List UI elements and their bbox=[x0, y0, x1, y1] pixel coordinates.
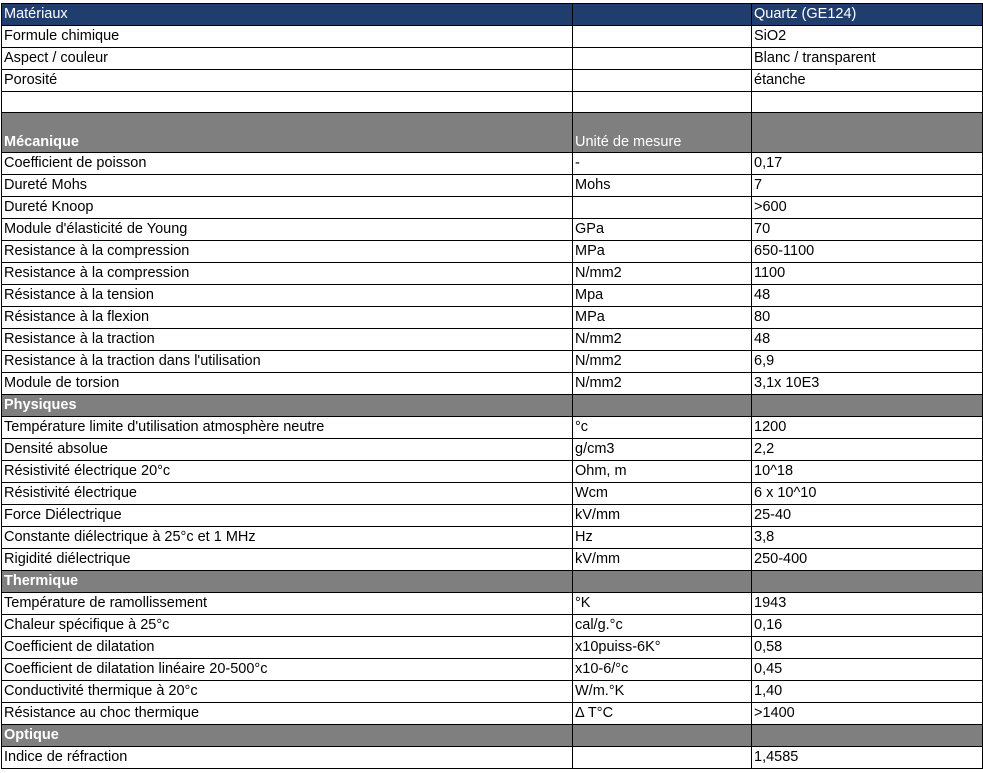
unit-cell[interactable]: Ohm, m bbox=[573, 461, 752, 483]
header-row bbox=[2, 4, 983, 26]
value-cell[interactable]: 250-400 bbox=[752, 549, 983, 571]
value-cell[interactable]: 0,17 bbox=[752, 153, 983, 175]
property-cell[interactable]: Force Diélectrique bbox=[2, 505, 573, 527]
table-row bbox=[2, 461, 983, 483]
table-row bbox=[2, 241, 983, 263]
value-cell[interactable]: 0,16 bbox=[752, 615, 983, 637]
table-row bbox=[2, 439, 983, 461]
value-cell[interactable]: 80 bbox=[752, 307, 983, 329]
section-unit-header-cell[interactable]: Unité de mesure bbox=[573, 113, 752, 153]
table-row bbox=[2, 48, 983, 70]
table-row bbox=[2, 637, 983, 659]
section-empty-cell[interactable] bbox=[752, 571, 983, 593]
property-cell[interactable]: Resistance à la traction bbox=[2, 329, 573, 351]
table-row bbox=[2, 615, 983, 637]
value-cell[interactable]: 7 bbox=[752, 175, 983, 197]
unit-cell[interactable] bbox=[573, 48, 752, 70]
table-row bbox=[2, 351, 983, 373]
section-empty-cell[interactable] bbox=[752, 113, 983, 153]
table-row bbox=[2, 153, 983, 175]
property-cell[interactable]: Température limite d'utilisation atmosphère neutre bbox=[2, 417, 573, 439]
value-cell[interactable]: 3,1x 10E3 bbox=[752, 373, 983, 395]
section-title-cell[interactable]: Thermique bbox=[2, 571, 573, 593]
section-header-row bbox=[2, 571, 983, 593]
section-unit-header-cell[interactable] bbox=[573, 395, 752, 417]
table-row bbox=[2, 26, 983, 48]
unit-cell[interactable] bbox=[573, 747, 752, 769]
unit-cell[interactable] bbox=[573, 197, 752, 219]
section-unit-header-cell[interactable] bbox=[573, 571, 752, 593]
header-material-name-cell[interactable]: Quartz (GE124) bbox=[752, 4, 983, 26]
unit-cell[interactable]: g/cm3 bbox=[573, 439, 752, 461]
table-row bbox=[2, 505, 983, 527]
properties-table-body bbox=[2, 4, 983, 769]
property-cell[interactable]: Module de torsion bbox=[2, 373, 573, 395]
section-header-row bbox=[2, 113, 983, 153]
unit-cell[interactable]: N/mm2 bbox=[573, 263, 752, 285]
property-cell[interactable]: Coefficient de dilatation linéaire 20-500°c bbox=[2, 659, 573, 681]
section-unit-header-cell[interactable] bbox=[573, 725, 752, 747]
value-cell[interactable]: 0,58 bbox=[752, 637, 983, 659]
unit-cell[interactable]: N/mm2 bbox=[573, 351, 752, 373]
unit-cell[interactable]: x10-6/°c bbox=[573, 659, 752, 681]
unit-cell[interactable] bbox=[573, 70, 752, 92]
table-row bbox=[2, 681, 983, 703]
value-cell[interactable]: >1400 bbox=[752, 703, 983, 725]
unit-cell[interactable] bbox=[573, 26, 752, 48]
unit-cell[interactable]: °c bbox=[573, 417, 752, 439]
unit-cell[interactable]: Wcm bbox=[573, 483, 752, 505]
value-cell[interactable]: 0,45 bbox=[752, 659, 983, 681]
property-cell[interactable]: Indice de réfraction bbox=[2, 747, 573, 769]
property-cell[interactable]: Résistance à la tension bbox=[2, 285, 573, 307]
property-cell[interactable]: Coefficient de poisson bbox=[2, 153, 573, 175]
value-cell[interactable]: 1100 bbox=[752, 263, 983, 285]
table-row bbox=[2, 175, 983, 197]
property-cell[interactable] bbox=[2, 92, 573, 113]
table-row bbox=[2, 373, 983, 395]
property-cell[interactable]: Résistivité électrique bbox=[2, 483, 573, 505]
unit-cell[interactable]: x10puiss-6K° bbox=[573, 637, 752, 659]
property-cell[interactable]: Rigidité diélectrique bbox=[2, 549, 573, 571]
property-cell[interactable]: Résistance au choc thermique bbox=[2, 703, 573, 725]
property-cell[interactable]: Dureté Mohs bbox=[2, 175, 573, 197]
property-cell[interactable]: Chaleur spécifique à 25°c bbox=[2, 615, 573, 637]
value-cell[interactable] bbox=[752, 92, 983, 113]
value-cell[interactable]: 3,8 bbox=[752, 527, 983, 549]
header-materials-cell[interactable]: Matériaux bbox=[2, 4, 573, 26]
value-cell[interactable]: 1200 bbox=[752, 417, 983, 439]
table-row bbox=[2, 549, 983, 571]
property-cell[interactable]: Constante diélectrique à 25°c et 1 MHz bbox=[2, 527, 573, 549]
property-cell[interactable]: Resistance à la compression bbox=[2, 241, 573, 263]
value-cell[interactable]: 1,40 bbox=[752, 681, 983, 703]
unit-cell[interactable]: kV/mm bbox=[573, 549, 752, 571]
unit-cell[interactable]: GPa bbox=[573, 219, 752, 241]
unit-cell[interactable]: - bbox=[573, 153, 752, 175]
unit-cell[interactable]: MPa bbox=[573, 307, 752, 329]
table-row bbox=[2, 219, 983, 241]
table-row bbox=[2, 307, 983, 329]
unit-cell[interactable]: Δ T°C bbox=[573, 703, 752, 725]
value-cell[interactable]: 650-1100 bbox=[752, 241, 983, 263]
table-row bbox=[2, 747, 983, 769]
property-cell[interactable]: Porosité bbox=[2, 70, 573, 92]
value-cell[interactable]: Blanc / transparent bbox=[752, 48, 983, 70]
section-empty-cell[interactable] bbox=[752, 725, 983, 747]
section-empty-cell[interactable] bbox=[752, 395, 983, 417]
table-row bbox=[2, 659, 983, 681]
value-cell[interactable]: 6,9 bbox=[752, 351, 983, 373]
unit-cell[interactable]: °K bbox=[573, 593, 752, 615]
value-cell[interactable]: 6 x 10^10 bbox=[752, 483, 983, 505]
property-cell[interactable]: Résistivité électrique 20°c bbox=[2, 461, 573, 483]
value-cell[interactable]: 1,4585 bbox=[752, 747, 983, 769]
value-cell[interactable]: 70 bbox=[752, 219, 983, 241]
section-title-cell[interactable]: Mécanique bbox=[2, 113, 573, 153]
table-row bbox=[2, 483, 983, 505]
unit-cell[interactable]: N/mm2 bbox=[573, 329, 752, 351]
table-row bbox=[2, 527, 983, 549]
property-cell[interactable]: Aspect / couleur bbox=[2, 48, 573, 70]
unit-cell[interactable]: MPa bbox=[573, 241, 752, 263]
header-unit-cell[interactable] bbox=[573, 4, 752, 26]
section-header-row bbox=[2, 725, 983, 747]
unit-cell[interactable]: cal/g.°c bbox=[573, 615, 752, 637]
table-row bbox=[2, 593, 983, 615]
value-cell[interactable]: SiO2 bbox=[752, 26, 983, 48]
unit-cell[interactable]: Hz bbox=[573, 527, 752, 549]
property-cell[interactable]: Densité absolue bbox=[2, 439, 573, 461]
property-cell[interactable]: Résistance à la flexion bbox=[2, 307, 573, 329]
unit-cell[interactable]: Mohs bbox=[573, 175, 752, 197]
table-row bbox=[2, 70, 983, 92]
property-cell[interactable]: Température de ramollissement bbox=[2, 593, 573, 615]
section-header-row bbox=[2, 395, 983, 417]
unit-cell[interactable]: N/mm2 bbox=[573, 373, 752, 395]
value-cell[interactable]: étanche bbox=[752, 70, 983, 92]
value-cell[interactable]: 1943 bbox=[752, 593, 983, 615]
table-row bbox=[2, 285, 983, 307]
unit-cell[interactable]: W/m.°K bbox=[573, 681, 752, 703]
property-cell[interactable]: Resistance à la traction dans l'utilisation bbox=[2, 351, 573, 373]
table-row bbox=[2, 197, 983, 219]
property-cell[interactable]: Dureté Knoop bbox=[2, 197, 573, 219]
property-cell[interactable]: Resistance à la compression bbox=[2, 263, 573, 285]
property-cell[interactable]: Module d'élasticité de Young bbox=[2, 219, 573, 241]
value-cell[interactable]: 48 bbox=[752, 285, 983, 307]
value-cell[interactable]: 10^18 bbox=[752, 461, 983, 483]
table-row bbox=[2, 263, 983, 285]
value-cell[interactable]: 48 bbox=[752, 329, 983, 351]
table-row bbox=[2, 329, 983, 351]
unit-cell[interactable]: kV/mm bbox=[573, 505, 752, 527]
value-cell[interactable]: >600 bbox=[752, 197, 983, 219]
properties-table bbox=[1, 3, 983, 769]
section-title-cell[interactable]: Optique bbox=[2, 725, 573, 747]
table-row bbox=[2, 92, 983, 113]
unit-cell[interactable] bbox=[573, 92, 752, 113]
section-title-cell[interactable]: Physiques bbox=[2, 395, 573, 417]
table-row bbox=[2, 417, 983, 439]
property-cell[interactable]: Formule chimique bbox=[2, 26, 573, 48]
unit-cell[interactable]: Mpa bbox=[573, 285, 752, 307]
table-row bbox=[2, 703, 983, 725]
value-cell[interactable]: 25-40 bbox=[752, 505, 983, 527]
property-cell[interactable]: Coefficient de dilatation bbox=[2, 637, 573, 659]
property-cell[interactable]: Conductivité thermique à 20°c bbox=[2, 681, 573, 703]
value-cell[interactable]: 2,2 bbox=[752, 439, 983, 461]
